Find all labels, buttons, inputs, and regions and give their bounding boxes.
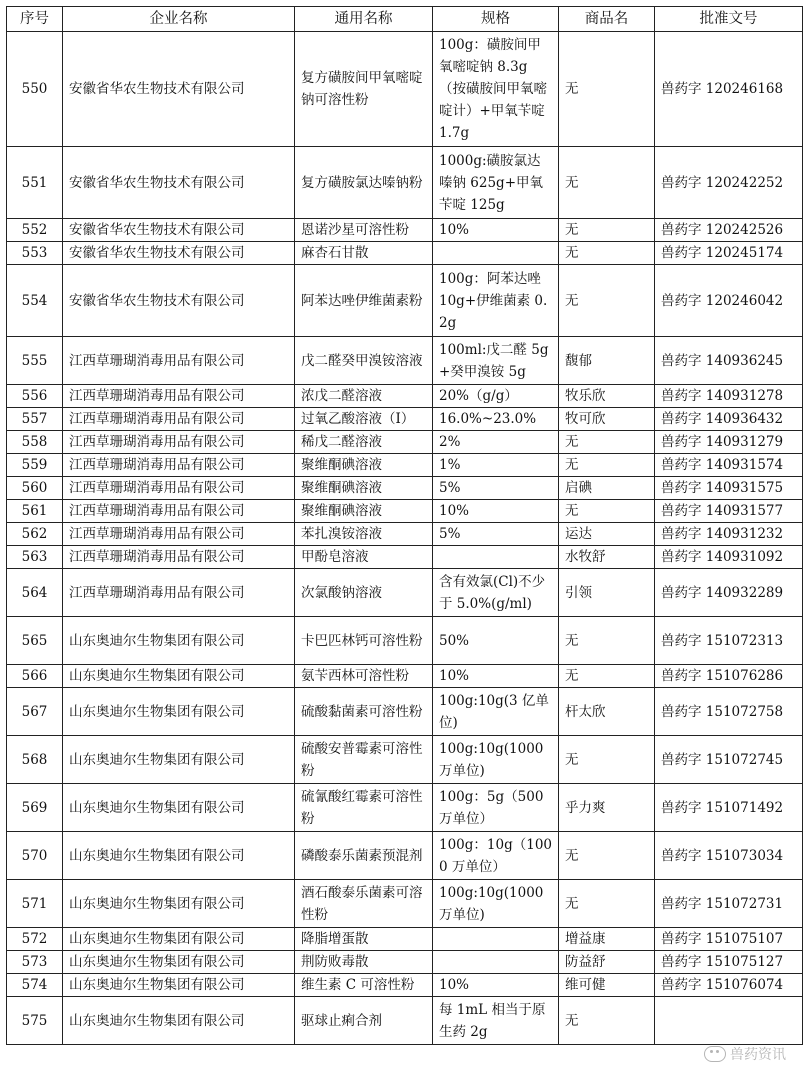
wechat-icon <box>704 1046 726 1062</box>
table-row <box>7 569 803 617</box>
table-row <box>7 546 803 569</box>
table-row <box>7 385 803 408</box>
cell-spec: 2% <box>433 431 559 454</box>
cell-spec <box>433 546 559 569</box>
header-spec: 规格 <box>433 7 559 32</box>
table-row <box>7 997 803 1045</box>
cell-approval: 兽药字 140936245 <box>655 337 803 385</box>
cell-no: 552 <box>7 219 63 242</box>
cell-approval: 兽药字 151072313 <box>655 617 803 665</box>
cell-no: 568 <box>7 736 63 784</box>
cell-brand: 运达 <box>559 523 655 546</box>
table-header-row <box>7 7 803 32</box>
cell-company: 安徽省华农生物技术有限公司 <box>63 32 295 147</box>
cell-spec: 5% <box>433 523 559 546</box>
cell-generic-name: 硫酸安普霉素可溶性粉 <box>295 736 433 784</box>
cell-company: 山东奥迪尔生物集团有限公司 <box>63 832 295 880</box>
cell-generic-name: 次氯酸钠溶液 <box>295 569 433 617</box>
table-row <box>7 337 803 385</box>
header-generic-name: 通用名称 <box>295 7 433 32</box>
cell-approval: 兽药字 120242526 <box>655 219 803 242</box>
cell-generic-name: 过氧乙酸溶液（Ⅰ） <box>295 408 433 431</box>
table-row <box>7 431 803 454</box>
cell-company: 江西草珊瑚消毒用品有限公司 <box>63 431 295 454</box>
cell-no: 562 <box>7 523 63 546</box>
table-row <box>7 688 803 736</box>
cell-brand: 无 <box>559 665 655 688</box>
cell-company: 江西草珊瑚消毒用品有限公司 <box>63 385 295 408</box>
table-row <box>7 454 803 477</box>
table-row <box>7 665 803 688</box>
table-row <box>7 928 803 951</box>
cell-approval: 兽药字 140931575 <box>655 477 803 500</box>
cell-company: 山东奥迪尔生物集团有限公司 <box>63 617 295 665</box>
cell-spec: 100g：10g（1000 万单位） <box>433 832 559 880</box>
cell-brand: 杆太欣 <box>559 688 655 736</box>
cell-generic-name: 聚维酮碘溶液 <box>295 454 433 477</box>
cell-brand: 无 <box>559 832 655 880</box>
cell-approval: 兽药字 140931092 <box>655 546 803 569</box>
cell-approval: 兽药字 140931577 <box>655 500 803 523</box>
cell-approval: 兽药字 140931279 <box>655 431 803 454</box>
cell-spec: 含有效氯(Cl)不少于 5.0%(g/ml) <box>433 569 559 617</box>
cell-brand: 引领 <box>559 569 655 617</box>
cell-generic-name: 降脂增蛋散 <box>295 928 433 951</box>
cell-generic-name: 酒石酸泰乐菌素可溶性粉 <box>295 880 433 928</box>
cell-spec: 10% <box>433 500 559 523</box>
cell-no: 556 <box>7 385 63 408</box>
cell-approval: 兽药字 140932289 <box>655 569 803 617</box>
cell-no: 569 <box>7 784 63 832</box>
header-brand: 商品名 <box>559 7 655 32</box>
cell-brand: 馥郁 <box>559 337 655 385</box>
cell-no: 553 <box>7 242 63 265</box>
cell-company: 江西草珊瑚消毒用品有限公司 <box>63 546 295 569</box>
cell-brand: 水牧舒 <box>559 546 655 569</box>
cell-brand: 无 <box>559 454 655 477</box>
table-row <box>7 784 803 832</box>
cell-generic-name: 复方磺胺间甲氧嘧啶钠可溶性粉 <box>295 32 433 147</box>
cell-spec <box>433 242 559 265</box>
cell-approval: 兽药字 151071492 <box>655 784 803 832</box>
table-row <box>7 974 803 997</box>
cell-spec: 100ml:戊二醛 5g+癸甲溴铵 5g <box>433 337 559 385</box>
cell-spec <box>433 928 559 951</box>
cell-brand: 无 <box>559 500 655 523</box>
cell-no: 550 <box>7 32 63 147</box>
table-row <box>7 951 803 974</box>
cell-generic-name: 戊二醛癸甲溴铵溶液 <box>295 337 433 385</box>
table-row <box>7 832 803 880</box>
cell-no: 554 <box>7 265 63 337</box>
cell-brand: 无 <box>559 617 655 665</box>
cell-company: 安徽省华农生物技术有限公司 <box>63 147 295 219</box>
cell-spec: 50% <box>433 617 559 665</box>
cell-spec: 10% <box>433 219 559 242</box>
cell-generic-name: 卡巴匹林钙可溶性粉 <box>295 617 433 665</box>
cell-generic-name: 聚维酮碘溶液 <box>295 477 433 500</box>
cell-no: 559 <box>7 454 63 477</box>
table-row <box>7 736 803 784</box>
cell-no: 560 <box>7 477 63 500</box>
cell-spec: 100g:10g(1000 万单位) <box>433 736 559 784</box>
cell-no: 575 <box>7 997 63 1045</box>
cell-no: 551 <box>7 147 63 219</box>
cell-generic-name: 磷酸泰乐菌素预混剂 <box>295 832 433 880</box>
cell-company: 安徽省华农生物技术有限公司 <box>63 219 295 242</box>
cell-generic-name: 甲酚皂溶液 <box>295 546 433 569</box>
cell-brand: 启碘 <box>559 477 655 500</box>
header-approval: 批准文号 <box>655 7 803 32</box>
cell-no: 563 <box>7 546 63 569</box>
cell-company: 江西草珊瑚消毒用品有限公司 <box>63 408 295 431</box>
cell-generic-name: 荆防败毒散 <box>295 951 433 974</box>
cell-brand: 乎力爽 <box>559 784 655 832</box>
cell-brand: 无 <box>559 431 655 454</box>
cell-approval: 兽药字 151072745 <box>655 736 803 784</box>
table-row <box>7 617 803 665</box>
header-company: 企业名称 <box>63 7 295 32</box>
cell-company: 山东奥迪尔生物集团有限公司 <box>63 951 295 974</box>
cell-spec <box>433 951 559 974</box>
cell-approval: 兽药字 151075107 <box>655 928 803 951</box>
cell-brand: 无 <box>559 147 655 219</box>
cell-company: 江西草珊瑚消毒用品有限公司 <box>63 454 295 477</box>
cell-no: 573 <box>7 951 63 974</box>
table-row <box>7 32 803 147</box>
cell-approval <box>655 997 803 1045</box>
cell-company: 山东奥迪尔生物集团有限公司 <box>63 665 295 688</box>
cell-spec: 20%（g/g） <box>433 385 559 408</box>
cell-approval: 兽药字 120246168 <box>655 32 803 147</box>
watermark-text: 兽药资讯 <box>730 1047 786 1063</box>
cell-generic-name: 维生素 C 可溶性粉 <box>295 974 433 997</box>
cell-generic-name: 稀戊二醛溶液 <box>295 431 433 454</box>
cell-brand: 无 <box>559 219 655 242</box>
cell-brand: 增益康 <box>559 928 655 951</box>
cell-spec: 16.0%~23.0% <box>433 408 559 431</box>
cell-spec: 1% <box>433 454 559 477</box>
cell-no: 555 <box>7 337 63 385</box>
cell-spec: 1000g:磺胺氯达嗪钠 625g+甲氧苄啶 125g <box>433 147 559 219</box>
cell-brand: 无 <box>559 736 655 784</box>
cell-brand: 牧乐欣 <box>559 385 655 408</box>
table-row <box>7 147 803 219</box>
cell-no: 572 <box>7 928 63 951</box>
cell-company: 江西草珊瑚消毒用品有限公司 <box>63 500 295 523</box>
table-row <box>7 523 803 546</box>
cell-company: 江西草珊瑚消毒用品有限公司 <box>63 569 295 617</box>
table-row <box>7 219 803 242</box>
cell-no: 561 <box>7 500 63 523</box>
cell-company: 山东奥迪尔生物集团有限公司 <box>63 688 295 736</box>
cell-generic-name: 硫氰酸红霉素可溶性粉 <box>295 784 433 832</box>
cell-approval: 兽药字 151076286 <box>655 665 803 688</box>
cell-spec: 10% <box>433 974 559 997</box>
cell-generic-name: 麻杏石甘散 <box>295 242 433 265</box>
cell-company: 山东奥迪尔生物集团有限公司 <box>63 974 295 997</box>
cell-company: 安徽省华农生物技术有限公司 <box>63 265 295 337</box>
cell-generic-name: 驱球止痢合剂 <box>295 997 433 1045</box>
cell-no: 557 <box>7 408 63 431</box>
cell-no: 571 <box>7 880 63 928</box>
cell-spec: 100g：阿苯达唑 10g+伊维菌素 0.2g <box>433 265 559 337</box>
cell-approval: 兽药字 120246042 <box>655 265 803 337</box>
drug-approval-table <box>6 6 803 1045</box>
cell-company: 江西草珊瑚消毒用品有限公司 <box>63 337 295 385</box>
cell-brand: 无 <box>559 242 655 265</box>
cell-generic-name: 聚维酮碘溶液 <box>295 500 433 523</box>
cell-no: 574 <box>7 974 63 997</box>
cell-brand: 无 <box>559 880 655 928</box>
cell-no: 566 <box>7 665 63 688</box>
cell-no: 564 <box>7 569 63 617</box>
table-row <box>7 477 803 500</box>
cell-generic-name: 硫酸黏菌素可溶性粉 <box>295 688 433 736</box>
cell-generic-name: 复方磺胺氯达嗪钠粉 <box>295 147 433 219</box>
cell-approval: 兽药字 140931232 <box>655 523 803 546</box>
cell-approval: 兽药字 151072731 <box>655 880 803 928</box>
cell-brand: 维可健 <box>559 974 655 997</box>
cell-spec: 每 1mL 相当于原生药 2g <box>433 997 559 1045</box>
cell-no: 567 <box>7 688 63 736</box>
cell-spec: 5% <box>433 477 559 500</box>
cell-approval: 兽药字 120245174 <box>655 242 803 265</box>
cell-brand: 无 <box>559 32 655 147</box>
cell-no: 570 <box>7 832 63 880</box>
cell-brand: 防益舒 <box>559 951 655 974</box>
cell-spec: 100g:10g(1000 万单位) <box>433 880 559 928</box>
cell-approval: 兽药字 140931278 <box>655 385 803 408</box>
cell-spec: 10% <box>433 665 559 688</box>
cell-approval: 兽药字 151076074 <box>655 974 803 997</box>
table-row <box>7 408 803 431</box>
cell-generic-name: 氨苄西林可溶性粉 <box>295 665 433 688</box>
cell-company: 山东奥迪尔生物集团有限公司 <box>63 784 295 832</box>
cell-generic-name: 阿苯达唑伊维菌素粉 <box>295 265 433 337</box>
cell-company: 山东奥迪尔生物集团有限公司 <box>63 928 295 951</box>
cell-approval: 兽药字 151075127 <box>655 951 803 974</box>
cell-company: 山东奥迪尔生物集团有限公司 <box>63 736 295 784</box>
cell-spec: 100g:10g(3 亿单位) <box>433 688 559 736</box>
cell-generic-name: 浓戊二醛溶液 <box>295 385 433 408</box>
watermark <box>704 1044 786 1064</box>
cell-company: 山东奥迪尔生物集团有限公司 <box>63 997 295 1045</box>
cell-company: 山东奥迪尔生物集团有限公司 <box>63 880 295 928</box>
cell-spec: 100g：磺胺间甲氧嘧啶钠 8.3g （按磺胺间甲氧嘧啶计）+甲氧苄啶 1.7g <box>433 32 559 147</box>
table-row <box>7 265 803 337</box>
cell-no: 558 <box>7 431 63 454</box>
cell-no: 565 <box>7 617 63 665</box>
cell-brand: 无 <box>559 265 655 337</box>
cell-company: 江西草珊瑚消毒用品有限公司 <box>63 523 295 546</box>
table-row <box>7 880 803 928</box>
cell-generic-name: 恩诺沙星可溶性粉 <box>295 219 433 242</box>
table-row <box>7 242 803 265</box>
cell-brand: 无 <box>559 997 655 1045</box>
cell-approval: 兽药字 120242252 <box>655 147 803 219</box>
cell-company: 江西草珊瑚消毒用品有限公司 <box>63 477 295 500</box>
table-row <box>7 500 803 523</box>
cell-brand: 牧可欣 <box>559 408 655 431</box>
cell-spec: 100g：5g（500 万单位） <box>433 784 559 832</box>
cell-generic-name: 苯扎溴铵溶液 <box>295 523 433 546</box>
cell-approval: 兽药字 151073034 <box>655 832 803 880</box>
cell-approval: 兽药字 140936432 <box>655 408 803 431</box>
cell-company: 安徽省华农生物技术有限公司 <box>63 242 295 265</box>
header-no: 序号 <box>7 7 63 32</box>
cell-approval: 兽药字 140931574 <box>655 454 803 477</box>
cell-approval: 兽药字 151072758 <box>655 688 803 736</box>
